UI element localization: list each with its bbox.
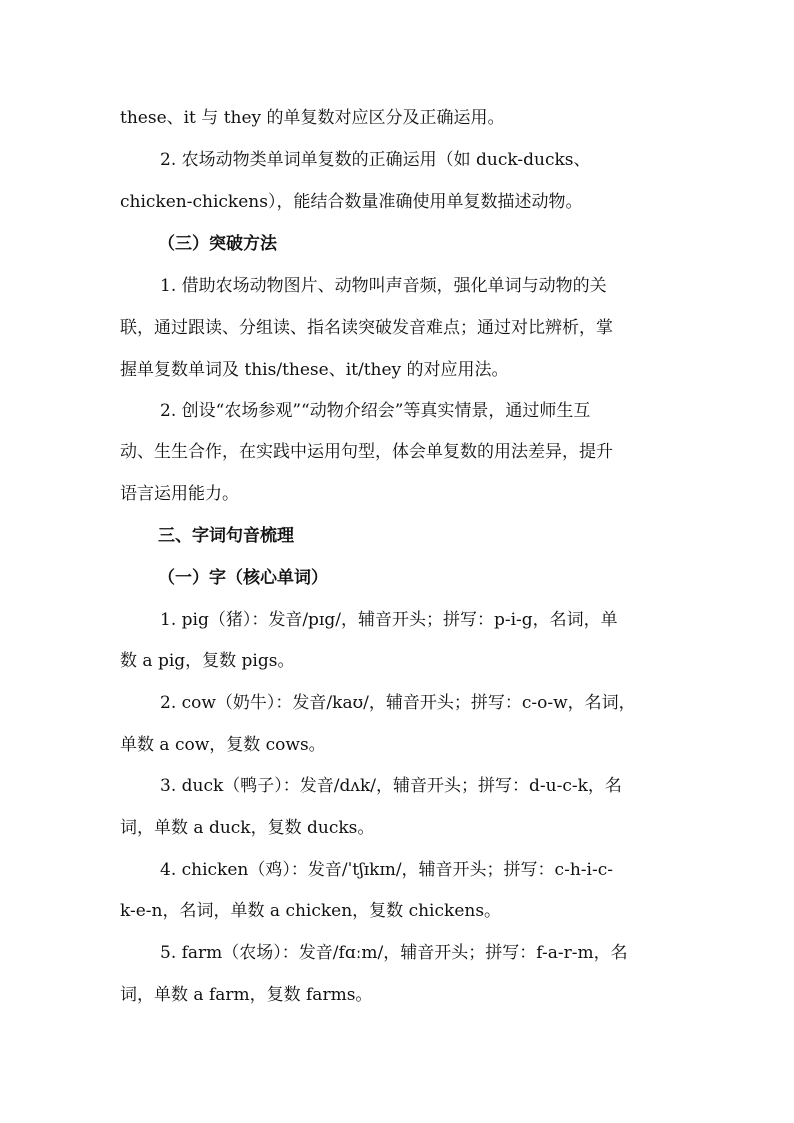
paragraph-line: 2. 创设“农场参观”“动物介绍会”等真实情景，通过师生互 [160, 401, 591, 421]
paragraph-line: k-e-n，名词，单数 a chicken，复数 chickens。 [120, 901, 502, 921]
section-heading: 三、字词句音梳理 [158, 526, 294, 546]
subsection-heading: （一）字（核心单词） [158, 568, 328, 588]
paragraph-line: 1. pig（猪）：发音/pɪg/，辅音开头；拼写：p-i-g，名词，单 [160, 610, 618, 630]
paragraph-line: 2. cow（奶牛）：发音/kaʊ/，辅音开头；拼写：c-o-w，名词， [160, 693, 636, 713]
paragraph-line: chicken-chickens），能结合数量准确使用单复数描述动物。 [120, 192, 583, 212]
paragraph-line: 数 a pig，复数 pigs。 [120, 651, 295, 671]
paragraph-line: 2. 农场动物类单词单复数的正确运用（如 duck-ducks、 [160, 150, 591, 170]
paragraph-line: 词，单数 a duck，复数 ducks。 [120, 818, 375, 838]
paragraph-line: 5. farm（农场）：发音/fɑːm/，辅音开头；拼写：f-a-r-m，名 [160, 943, 628, 963]
section-heading: （三）突破方法 [158, 234, 277, 254]
paragraph-line: 3. duck（鸭子）：发音/dʌk/，辅音开头；拼写：d-u-c-k，名 [160, 776, 622, 796]
paragraph-line: 联，通过跟读、分组读、指名读突破发音难点；通过对比辨析，掌 [120, 318, 613, 338]
paragraph-line: 1. 借助农场动物图片、动物叫声音频，强化单词与动物的关 [160, 276, 607, 296]
paragraph-line: 词，单数 a farm，复数 farms。 [120, 985, 373, 1005]
paragraph-line: 4. chicken（鸡）：发音/ˈtʃɪkɪn/，辅音开头；拼写：c-h-i-c- [160, 860, 613, 880]
paragraph-line: 动、生生合作，在实践中运用句型，体会单复数的用法差异，提升 [120, 442, 613, 462]
paragraph-line: these、it 与 they 的单复数对应区分及正确运用。 [120, 108, 505, 128]
paragraph-line: 握单复数单词及 this/these、it/they 的对应用法。 [120, 360, 509, 380]
paragraph-line: 语言运用能力。 [120, 484, 239, 504]
paragraph-line: 单数 a cow，复数 cows。 [120, 735, 326, 755]
